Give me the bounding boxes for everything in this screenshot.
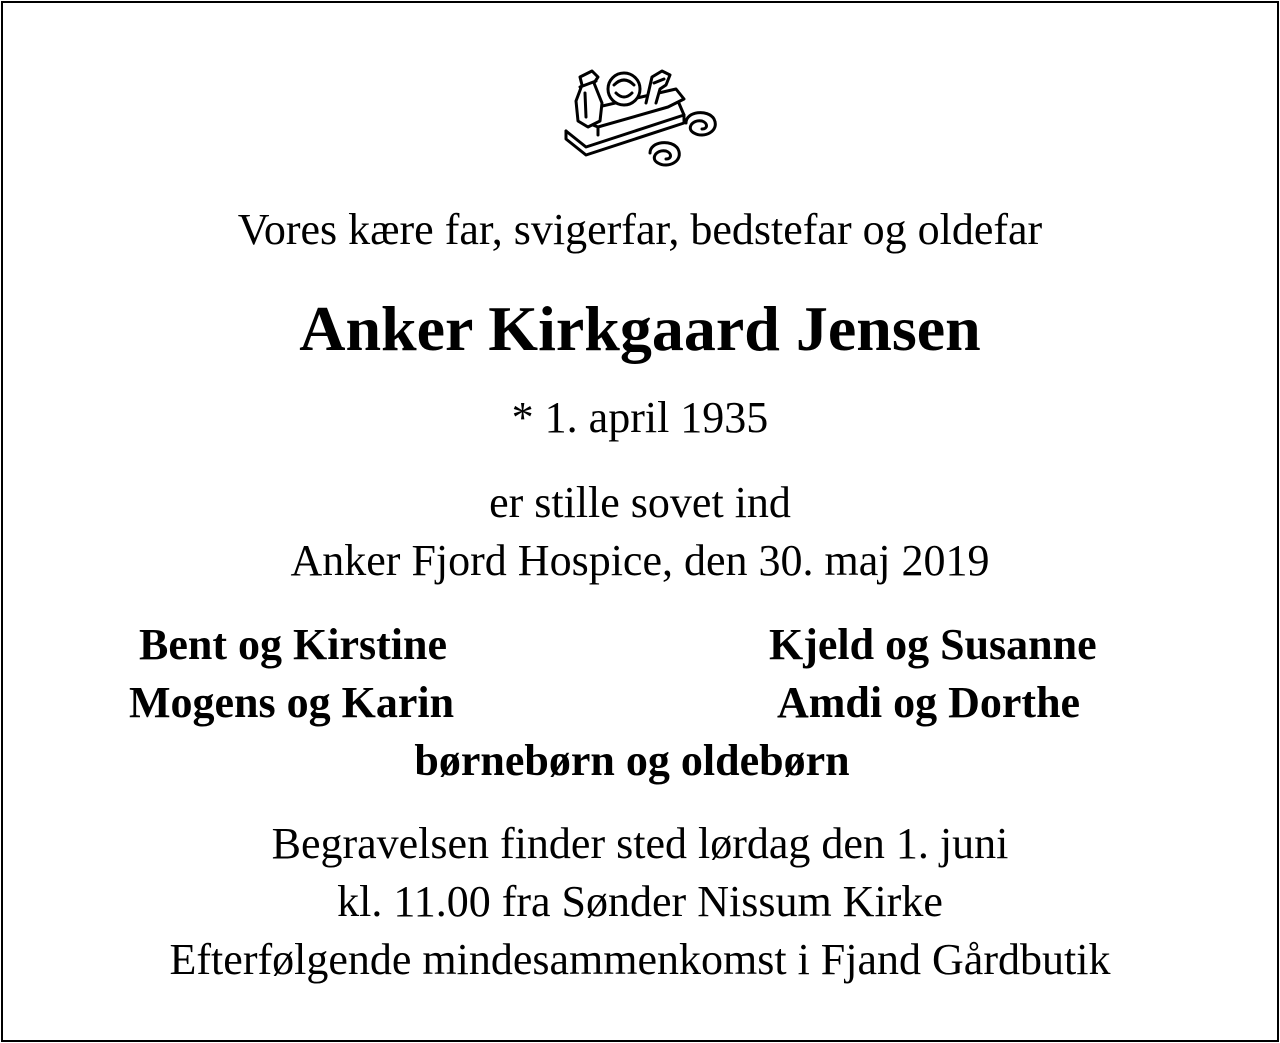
funeral-line-3: Efterfølgende mindesammenkomst i Fjand Gårdbutik (169, 935, 1111, 984)
family-member: Bent og Kirstine (139, 620, 447, 669)
passed-line-1: er stille sovet ind (489, 478, 791, 527)
passed-line-2: Anker Fjord Hospice, den 30. maj 2019 (290, 536, 990, 585)
intro-text: Vores kære far, svigerfar, bedstefar og oldefar (237, 205, 1043, 254)
carpenter-plane-icon (558, 63, 728, 173)
family-member: Amdi og Dorthe (777, 678, 1081, 727)
grandchildren-text: børnebørn og oldebørn (414, 736, 850, 785)
birth-date: * 1. april 1935 (511, 393, 769, 442)
deceased-name: Anker Kirkgaard Jensen (299, 293, 981, 364)
family-member: Kjeld og Susanne (769, 620, 1097, 669)
obituary-notice (1, 1, 1279, 1042)
funeral-line-2: kl. 11.00 fra Sønder Nissum Kirke (337, 877, 943, 926)
family-member: Mogens og Karin (129, 678, 455, 727)
funeral-line-1: Begravelsen finder sted lørdag den 1. juni (271, 819, 1009, 868)
